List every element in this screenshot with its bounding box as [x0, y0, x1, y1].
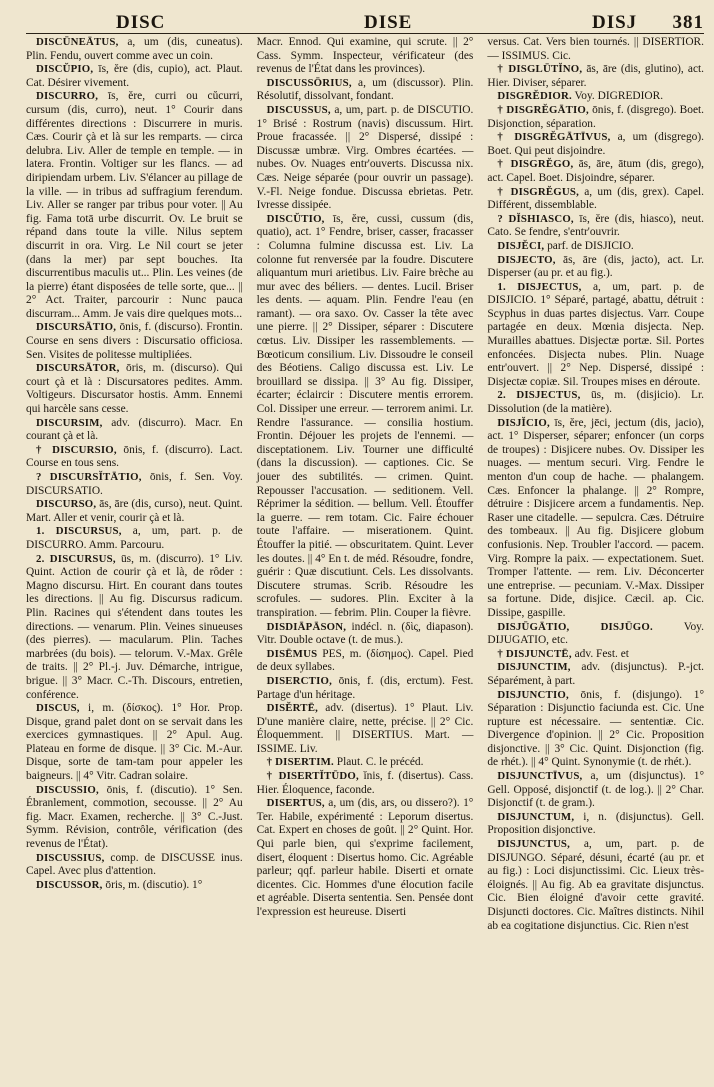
- dictionary-entry: [257, 77, 474, 104]
- dictionary-entry: [26, 36, 243, 63]
- dictionary-entry: [257, 213, 474, 621]
- dictionary-entry: [487, 389, 704, 416]
- entry-headword: † DISERTĬTŪDO,: [266, 770, 359, 783]
- entry-headword: DISĒMUS: [266, 647, 318, 660]
- dictionary-entry: [487, 648, 704, 662]
- entry-definition: a, um (dis, cuneatus). Plin. Fendu, ouvert comme avec un coin.: [26, 36, 243, 62]
- entry-headword: DISCUS,: [36, 702, 80, 715]
- entry-headword: 2. DISJECTUS,: [497, 389, 581, 402]
- entry-headword: † DISERTIM.: [266, 756, 334, 769]
- dictionary-entry: [257, 797, 474, 919]
- entry-definition: adv. (discurro). Macr. En courant çà et là.: [26, 416, 243, 443]
- entry-definition: ōris, m. (discurso). Qui court çà et là : Discursatores pedites. Amm. Voltigeurs. Discursator hostis. Amm. Ennemi qui harcèle sans cesse.: [26, 362, 243, 416]
- left-guide-word: DISC: [116, 12, 166, 33]
- entry-headword: DISCURRO,: [36, 90, 99, 103]
- entry-definition: ōnis, f. Sen. Voy. DISCURSATIO.: [26, 471, 243, 497]
- entry-headword: DISCUSSŌRIUS,: [266, 76, 352, 89]
- page-number: 381: [672, 12, 704, 33]
- entry-definition: ūs, m. (discurro). 1° Liv. Quint. Action de courir çà et là, de rôder : Magno discursu. Hirt. En courant dans toutes les directions. || Au fig. Discursus radicum. Plin. Racines qui s'étendent dans toutes les directions. — venarum. Plin. Veines sinueuses (des pierres). — macularum. Plin. Taches marbrées (du bois). — telorum. V.-Max. Grêle de traits. || 2° Pl.-j. Juv. Démarche, intrigue, brigue. || 3° Macr. C.-Th. Discours, entretien, conférence.: [26, 552, 243, 701]
- entry-definition: īs, ĕre (dis, cupio), act. Plaut. Cat. Désirer vivement.: [26, 63, 243, 89]
- entry-definition: īs, ĕre, jēci, jectum (dis, jacio), act. 1° Disperser, séparer; enfoncer (un corps de troupes) : Disjicere nubes. Ov. Dissiper les nuages. — mentum securi. Virg. Fendre le menton d'un coup de hache. — phalangem. Cæs. Enfoncer la phalange. || 2° Rompre, détruire : Disjicere arcem a fundamentis. Nep. Raser une citadelle. — sepulcra. Cæs. Détruire des tombeaux. || Au fig. Disjicere globum confusionis. Nep. Troubler l'accord. — pacem. Virg. Rompre la paix. — expectationem. Suet. Tromper l'attente. — rem. Liv. Déconcerter une entreprise. — pecuniam. V.-Max. Dissiper sa fortune. Dide, disjice. Cæcil. ap. Cic. Dissipe, gaspille.: [487, 416, 705, 619]
- entry-headword: DISJUNCTUM,: [497, 810, 575, 823]
- entry-definition: īs, ĕre (dis, hiasco), neut. Cato. Se fendre, s'entr'ouvrir.: [487, 212, 705, 239]
- dictionary-entry: [257, 756, 474, 770]
- dictionary-entry: [26, 525, 243, 552]
- dictionary-entry: [487, 621, 704, 648]
- columns: [26, 36, 704, 1081]
- entry-headword: † DISGLŪTĬNO,: [497, 63, 583, 76]
- header-rule: [26, 33, 704, 34]
- dictionary-entry: [26, 63, 243, 90]
- entry-headword: DISERTUS,: [266, 797, 325, 810]
- dictionary-entry: [26, 702, 243, 784]
- entry-headword: DISJĔCI,: [497, 239, 545, 252]
- entry-definition: ōnis, f. (discutio). 1° Sen. Ébranlement, commotion, secousse. || 2° Au fig. Macr. Examen, recherche. || 3° C.-Just. Symm. Révision, contrôle, vérification (des revenus de l'État).: [26, 783, 243, 851]
- entry-headword: DISCŬPIO,: [36, 63, 94, 76]
- entry-headword: ? DISCURSĬTĀTIO,: [36, 471, 142, 483]
- entry-headword: 2. DISCURSUS,: [36, 552, 116, 565]
- entry-headword: DISDIĀPĀSON,: [266, 620, 347, 633]
- dictionary-entry: [257, 648, 474, 675]
- entry-definition: īs, ĕre, curri ou cŭcurri, cursum (dis, curro), neut. 1° Courir dans différentes directions : Discurrere in muris. Cæs. Courir çà et là sur les remparts. — circa delubra. Liv. Aller de temple en temple. — in latera. Frontin. Voltiger sur les flancs. — ad diripiendam urbem. Liv. S'élancer au pillage de la ville. — in tribus ad suffragium ferendum. Liv. Aller se ranger par tribus pour voter. || Au fig. Fama totā urbe discurrit. Ov. Le bruit se répand dans toute la ville. Nilus septem discurrit in ora. Virg. Le Nil court se jeter (dans la mer) par sept bouches. Ita discurrentibus maculis ut... Plin. Les veines (de la pierre) étant disposées de telle sorte, que... || 2° Act. Traiter, parcourir : Nunc pauca discurram... Amm. Je vais dire quelques mots...: [26, 90, 243, 320]
- entry-headword: DISJŪGĀTIO, DISJŪGO.: [497, 620, 653, 633]
- entry-definition: ōnis, f. (disjungo). 1° Séparation : Disjunctio faciunda est. Cic. Une rupture est nécessaire. — sententiæ. Cic. Divergence d'opinion. || 2° Cic. Proposition disjonctive. || 3° Cic. Quint. Disjonction (fig. de rhét.). || 4° Quint. Synonymie (t. de rhét.).: [487, 688, 705, 769]
- dictionary-entry: [26, 498, 243, 525]
- entry-definition: īs, ĕre, cussi, cussum (dis, quatio), act. 1° Fendre, briser, casser, fracasser : Columna fulmine discussa est. Liv. La colonne fut renversée par la foudre. Discutere aliquantum muri arietibus. Liv. Faire brèche au mur avec des béliers. — dentes. Lucil. Briser les dents. — aquam. Plin. Fendre l'eau (en ramant). — ora saxo. Ov. Casser la tête avec une pierre. || 2° Dissiper, séparer : Discutere cœtus. Liv. Dissiper les rassemblements. — Bœoticum consilium. Liv. Dissoudre le conseil des Béotiens. Caligo discussa est. Liv. Le brouillard se dissipa. || 3° Au fig. Dissiper, écarter; éclaircir : Discutere mentis errorem. Col. Dissiper une erreur. — terrorem animi. Lr. Rendre l'assurance. — consilia hostium. Frontin. Déjouer les projets de l'ennemi. — disceptationem. Liv. Tourner une difficulté (dans la discussion). — captiones. Cic. Se jouer des subtilités. — crimen. Quint. Repousser l'accusation. — seditionem. Vell. Réprimer la sédition. — bellum. Vell. Étouffer la guerre. — rem totam. Cic. Faire échouer toute l'affaire. — miserationem. Quint. Étouffer la pitié. — obscuritatem. Quint. Lever les doutes. || 4° En t. de méd. Résoudre, fondre, guérir : Quæ discutiunt. Cels. Les dissolvants. Discutere strumas. Scrib. Résoudre les scrofules. — sudores. Plin. Exciter à la transpiration. — febrim. Plin. Couper la fièvre.: [256, 212, 474, 619]
- entry-definition: ās, āre (dis, glutino), act. Hier. Diviser, séparer.: [487, 63, 705, 89]
- entry-definition: a, um, part. p. de DISCURRO. Amm. Parcouru.: [26, 525, 243, 551]
- dictionary-entry: [26, 553, 243, 703]
- dictionary-entry: [26, 852, 243, 879]
- entry-headword: DISJUNCTĪVUS,: [497, 770, 583, 783]
- entry-headword: † DISGRĔGĀTIO,: [497, 103, 589, 116]
- dictionary-entry: [487, 240, 704, 254]
- entry-headword: † DISGRĔGĀTĪVUS,: [497, 131, 611, 144]
- dictionary-entry: [26, 417, 243, 444]
- entry-definition: a, um (disgrego). Boet. Qui peut disjoindre.: [487, 131, 704, 157]
- dictionary-entry: [487, 186, 704, 213]
- entry-headword: DISJUNCTIO,: [497, 688, 569, 701]
- entry-headword: DISERCTIO,: [266, 674, 332, 687]
- entry-headword: DISCUSSIUS,: [36, 851, 105, 864]
- entry-definition: a, um, part. p. de DISJUNGO. Séparé, désuni, écarté (au pr. et au fig.) : Loci disjunctissimi. Cic. Lieux très-éloignés. || Au fig. Ab ea gravitate disjunctus. Cic. Bien éloigné d'avoir cette gravité. Disjuncti doctores. Cic. Maîtres distincts. Nihil ab ea cogitatione disjunctius. Cic. Rien n'est: [487, 838, 705, 932]
- entry-headword: DISJĬCIO,: [497, 416, 550, 429]
- entry-headword: 1. DISJECTUS,: [497, 280, 582, 293]
- dictionary-entry: [257, 702, 474, 756]
- dictionary-entry: [487, 661, 704, 688]
- running-header: [26, 10, 704, 34]
- entry-headword: DISCURSIM,: [36, 416, 103, 429]
- entry-definition: a, um, part. p. de DISJICIO. 1° Séparé, partagé, abattu, détruit : Scyphus in duas partes disjectus. Varr. Coupe partagée en deux. Mœnia disjecta. Nep. Murailles abattues. Disjectæ portæ. Sil. Portes enfoncées. Disjecta nubes. Plin. Nuage entr'ouvert. || 2° Nep. Dispersé, dissipé : Disjectæ copiæ. Sil. Troupes mises en déroute.: [487, 280, 705, 388]
- right-guide-word: DISJ: [592, 12, 638, 33]
- entry-headword: DISJUNCTUS,: [497, 838, 571, 851]
- column-2: [253, 36, 476, 1081]
- entry-headword: DISCUSSUS,: [266, 103, 331, 116]
- dictionary-entry: [487, 158, 704, 185]
- entry-definition: a, um (dis, ars, ou dissero?). 1° Ter. Habile, expérimenté : Leporum disertus. Cat. Expert en choses de goût. || 2° Quint. Hor. Qui parle bien, qui s'exprime facilement, disert, éloquent : Disertus homo. Cic. Agréable parleur; qqf. parleur habile. Diserti et ornate dicentes. Cic. Hommes d'une élocution facile et agréable. Diserta sententia. Sen. Pensée dont l'expression est heureuse. Diserti: [256, 797, 474, 918]
- dictionary-entry: [487, 131, 704, 158]
- dictionary-entry: [487, 838, 704, 933]
- entry-definition: ās, āre, ātum (dis, grego), act. Capel. Boet. Disjoindre, séparer.: [487, 158, 705, 184]
- dictionary-entry: [26, 321, 243, 362]
- entry-definition: i, n. (disjunctus). Gell. Proposition disjonctive.: [487, 810, 704, 837]
- entry-headword: DISCŬTIO,: [266, 212, 325, 225]
- dictionary-entry: [257, 36, 474, 77]
- center-guide-word: DISE: [364, 12, 413, 33]
- entry-headword: DISJUNCTIM,: [497, 661, 571, 674]
- entry-definition: ūs, m. (disjicio). Lr. Dissolution (de la matière).: [487, 389, 705, 416]
- entry-definition: ās, āre (dis, jacto), act. Lr. Disperser (au pr. et au fig.).: [487, 253, 704, 280]
- entry-definition: adv. Fest. et: [574, 647, 629, 660]
- dictionary-entry: [487, 811, 704, 838]
- entry-definition: a, um (dis, grex). Capel. Différent, dissemblable.: [487, 185, 704, 212]
- dictionary-entry: [257, 675, 474, 702]
- entry-definition: PES, m. (δίσημος). Capel. Pied de deux syllabes.: [256, 647, 474, 674]
- dictionary-entry: [257, 770, 474, 797]
- dictionary-entry: [487, 213, 704, 240]
- dictionary-entry: [26, 444, 243, 471]
- entry-definition: adv. (disertus). 1° Plaut. Liv. D'une manière claire, nette, précise. || 2° Cic. Éloquemment. || DISERTIUS. Mart. — ISSIME. Liv.: [256, 702, 474, 755]
- entry-headword: † DISGRĔGO,: [497, 158, 574, 171]
- entry-headword: DISCUSSIO,: [36, 783, 99, 796]
- dictionary-entry: [487, 254, 704, 281]
- entry-headword: DISCURSĀTIO,: [36, 321, 117, 334]
- entry-definition: indécl. n. (δὶς, diapason). Vitr. Double octave (t. de mus.).: [256, 620, 474, 647]
- entry-definition: Plaut. C. le précéd.: [336, 756, 424, 769]
- entry-definition: ōris, m. (discutio). 1°: [105, 878, 203, 891]
- entry-headword: 1. DISCURSUS,: [36, 525, 122, 538]
- entry-headword: DISCUSSOR,: [36, 878, 103, 891]
- entry-definition: Macr. Ennod. Qui examine, qui scrute. || 2° Cass. Symm. Inspecteur, vérificateur (des revenus de l'État dans les provinces).: [256, 36, 474, 76]
- dictionary-entry: [26, 90, 243, 321]
- entry-definition: ōnis, f. (dis, erctum). Fest. Partage d'un héritage.: [256, 674, 474, 701]
- entry-headword: † DISCURSIO,: [36, 443, 117, 456]
- entry-definition: ās, āre (dis, curso), neut. Quint. Mart. Aller et venir, courir çà et là.: [26, 498, 243, 524]
- entry-definition: ōnis, f. (disgrego). Boet. Disjonction, séparation.: [487, 103, 705, 130]
- dictionary-entry: [487, 104, 704, 131]
- entry-definition: a, um (disjunctus). 1° Gell. Opposé, disjonctif (t. de log.). || 2° Char. Disjonctif (t. de gram.).: [487, 770, 705, 810]
- entry-definition: ōnis, f. (discurro). Lact. Course en tous sens.: [26, 443, 243, 470]
- dictionary-entry: [257, 621, 474, 648]
- dictionary-entry: [26, 879, 243, 893]
- entry-definition: ĭnis, f. (disertus). Cass. Hier. Éloquence, faconde.: [256, 770, 474, 796]
- entry-headword: DISCŪNEĀTUS,: [36, 36, 119, 48]
- entry-headword: DISGRĔDIOR.: [497, 90, 572, 103]
- entry-definition: adv. (disjunctus). P.-jct. Séparément, à part.: [487, 661, 705, 687]
- entry-headword: DISCURSĀTOR,: [36, 362, 120, 375]
- column-1: [26, 36, 245, 1081]
- entry-definition: i, m. (δίσκος). 1° Hor. Prop. Disque, grand palet dont on se servait dans les exercices gymnastiques. || 2° Apul. Aug. Plateau en forme de disque. || 3° Cic. M.-Aur. Disque, sorte de tam-tam pour appeler les baigneurs. || 4° Vitr. Cadran solaire.: [26, 702, 243, 783]
- entry-definition: comp. de DISCUSSE inus. Capel. Avec plus d'attention.: [26, 851, 243, 878]
- entry-definition: versus. Cat. Vers bien tournés. || DISERTIOR. — ISSIMUS. Cic.: [487, 36, 705, 62]
- entry-definition: Voy. DIJUGATIO, etc.: [487, 620, 704, 647]
- dictionary-entry: [487, 417, 704, 621]
- entry-headword: DISJECTO,: [497, 253, 556, 266]
- dictionary-entry: [26, 471, 243, 498]
- dictionary-entry: [487, 90, 704, 104]
- entry-headword: † DISJUNCTĒ,: [497, 647, 572, 660]
- dictionary-entry: [257, 104, 474, 213]
- dictionary-entry: [487, 281, 704, 390]
- entry-headword: DISĔRTĒ,: [266, 702, 318, 715]
- dictionary-entry: [487, 36, 704, 63]
- entry-definition: a, um, part. p. de DISCUTIO. 1° Brisé : Rostrum (navis) discussum. Hirt. Proue fracassée. || 2° Dispersé, dissipé : Discussæ umbræ. Virg. Ombres écartées. — nubes. Ov. Nuages entr'ouverts. Discussa nix. Cæs. Neige séparée (pour ouvrir un passage). V.-Fl. Neige fondue. Discussa ebrietas. Petr. Ivresse dissipée.: [256, 103, 474, 212]
- entry-definition: parf. de DISJICIO.: [547, 239, 634, 252]
- entry-definition: ōnis, f. (discurso). Frontin. Course en sens divers : Discursatio officiosa. Sen. Visites de politesse multipliées.: [26, 321, 243, 361]
- entry-headword: ? DĬSHIASCO,: [497, 212, 574, 225]
- dictionary-entry: [487, 689, 704, 771]
- column-3: [483, 36, 704, 1081]
- entry-headword: † DISGRĔGUS,: [497, 185, 579, 198]
- entry-headword: DISCURSO,: [36, 498, 97, 511]
- dictionary-entry: [487, 63, 704, 90]
- dictionary-entry: [26, 362, 243, 416]
- entry-definition: a, um (discussor). Plin. Résolutif, dissolvant, fondant.: [256, 76, 474, 103]
- entry-definition: Voy. DIGREDIOR.: [574, 90, 664, 103]
- dictionary-entry: [26, 784, 243, 852]
- dictionary-entry: [487, 770, 704, 811]
